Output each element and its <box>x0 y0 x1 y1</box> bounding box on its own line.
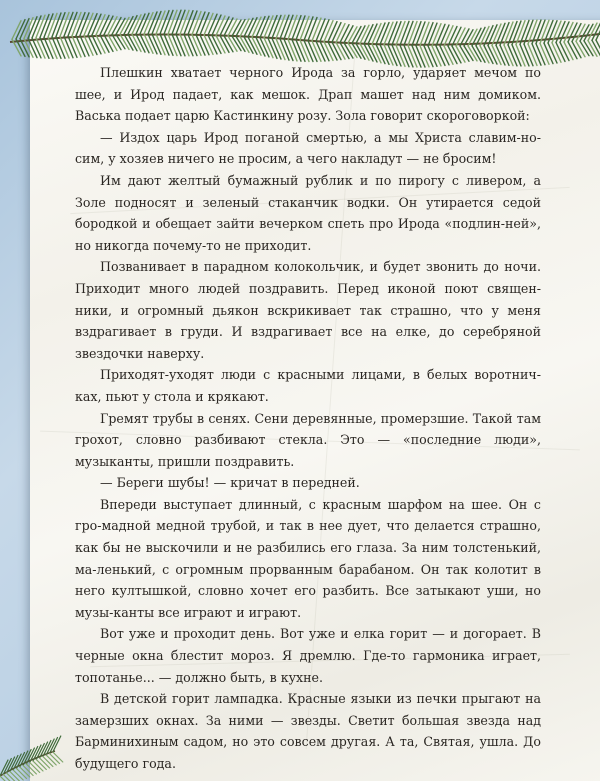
pine-needle <box>288 15 297 39</box>
pine-needle <box>216 35 225 53</box>
pine-needle <box>336 24 345 43</box>
pine-needle <box>64 12 73 36</box>
pine-needle <box>26 764 36 774</box>
pine-needle <box>328 22 337 42</box>
pine-needle <box>192 11 201 34</box>
pine-needle <box>348 27 357 43</box>
pine-needle <box>400 21 409 45</box>
pine-needle <box>556 21 565 42</box>
pine-needle <box>460 46 469 61</box>
pine-needle <box>33 761 43 771</box>
pine-needle <box>30 763 40 773</box>
pine-needle <box>548 43 557 63</box>
pine-needle <box>60 12 69 36</box>
pine-needle <box>420 22 429 45</box>
pine-needle <box>100 15 109 34</box>
pine-needle <box>220 36 229 53</box>
pine-needle <box>572 42 581 58</box>
pine-needle <box>444 26 453 46</box>
pine-needle <box>44 37 53 58</box>
pine-needle <box>60 36 69 58</box>
pine-needle <box>92 14 101 35</box>
pine-needle <box>560 22 569 42</box>
paragraph: Позванивает в парадном колокольчик, и будет звонить до ночи. Приходит много людей поздравить. Перед иконой поют священ-ники, и огромный дьякон вскрикивает так страшно, что у меня вздрагивает в груди. И вздрагивает все на елке, до серебряной звездочки наверху. <box>75 259 541 361</box>
pine-needle <box>36 38 45 58</box>
pine-needle <box>56 37 65 59</box>
pine-needle <box>412 22 421 46</box>
paragraph: — Издох царь Ирод поганой смертью, а мы Христа славим-но-сим, у хозяев ничего не просим, а чего накладут — не бросим! <box>75 129 541 167</box>
pine-needle <box>92 35 101 54</box>
pine-needle <box>340 25 349 43</box>
pine-needle <box>568 23 577 42</box>
pine-needle <box>220 17 229 36</box>
pine-needle <box>188 11 197 34</box>
pine-needle <box>104 16 113 35</box>
pine-needle <box>176 34 185 56</box>
pine-needle <box>552 43 561 63</box>
pine-needle <box>84 35 93 55</box>
pine-needle <box>88 14 97 36</box>
pine-needle <box>300 16 309 40</box>
pine-needle <box>456 46 465 62</box>
pine-needle <box>580 41 589 56</box>
pine-needle <box>196 35 205 55</box>
pine-needle <box>292 16 301 40</box>
pine-needle <box>396 21 405 45</box>
pine-needle <box>192 35 201 56</box>
pine-needle <box>316 41 325 61</box>
pine-needle <box>544 43 553 63</box>
pine-needle <box>50 754 60 764</box>
pine-needle <box>316 19 325 41</box>
pine-needle <box>320 20 329 42</box>
pine-needle <box>280 15 289 39</box>
pine-needle <box>296 16 305 40</box>
pine-needle <box>168 34 177 55</box>
paragraph: В детской горит лампадка. Красные языки из печки прыгают на замерзших окнах. За ними — звезды. Светит большая звезда над Барминихиным садом, но это совсем другая. А та, Святая, ушла. До будущего года. <box>75 691 541 771</box>
pine-needle <box>23 766 33 776</box>
pine-needle <box>180 10 189 34</box>
pine-needle <box>72 12 81 35</box>
pine-needle <box>308 41 317 62</box>
pine-needle <box>388 22 397 45</box>
paragraph: Вот уже и проходит день. Вот уже и елка горит — и догорает. В черные окна блестит мороз. Я дремлю. Где-то гармоника играет, топотанье... — должно быть, в кухне. <box>75 626 541 685</box>
pine-needle <box>40 758 50 768</box>
pine-needle <box>53 752 63 762</box>
pine-needle <box>432 24 441 46</box>
pine-needle <box>540 43 549 64</box>
pine-needle <box>404 21 413 45</box>
pine-needle <box>448 46 457 64</box>
pine-needle <box>108 17 117 35</box>
pine-needle <box>284 15 293 39</box>
pine-needle <box>76 36 85 57</box>
pine-needle <box>112 18 121 35</box>
pine-needle <box>268 16 277 39</box>
pine-needle <box>184 34 193 55</box>
pine-needle <box>308 17 317 40</box>
pine-needle <box>224 18 233 36</box>
pine-needle <box>80 36 89 56</box>
pine-needle <box>43 757 53 767</box>
pine-needle <box>564 42 573 60</box>
pine-needle <box>208 14 217 35</box>
pine-needle <box>568 42 577 59</box>
pine-needle <box>13 770 23 780</box>
pine-needle <box>212 35 221 53</box>
pine-needle <box>312 41 321 61</box>
pine-needle <box>440 25 449 46</box>
pine-needle <box>428 23 437 46</box>
pine-needle <box>560 42 569 60</box>
story-text <box>75 62 541 775</box>
pine-needle <box>452 27 461 46</box>
pine-needle <box>52 37 61 59</box>
pine-needle <box>40 38 49 59</box>
pine-needle <box>200 35 209 55</box>
pine-needle <box>344 26 353 43</box>
pine-needle <box>172 10 181 34</box>
paragraph: Плешкин хватает черного Ирода за горло, ударяет мечом по шее, и Ирод падает, как мешок. Драп машет над ним домиком. Васька подает царю Кастинкину розу. Зола говорит скороговоркой: <box>75 65 541 124</box>
pine-needle <box>68 12 77 36</box>
paragraph: Впереди выступает длинный, с красным шарфом на шее. Он с гро-мадной медной трубой, и так в нее дует, что делается страшно, как бы не выскочили и не разбились его глаза. За ним толстенький, ма-ленький, с огромным прорванным барабаном. Он так колотит в него култышкой, словно хочет его разбить. Все затыкают уши, но музы-канты все играют и играют. <box>75 496 541 620</box>
pine-needle <box>184 11 193 35</box>
paragraph: Приходят-уходят люди с красными лицами, в белых воротнич-ках, пьют у стола и крякают. <box>75 367 541 404</box>
pine-needle <box>208 35 217 54</box>
pine-needle <box>84 13 93 35</box>
pine-needle <box>304 17 313 40</box>
pine-needle <box>452 46 461 63</box>
pine-needle <box>228 19 237 36</box>
paragraph: Им дают желтый бумажный рублик и по пирогу с ливером, а Золе подносят и зеленый стаканчик водки. Он утирается седой бородкой и обещает зайти вечерком спеть про Ирода «подлин-ней», но никогда почему-то не приходит. <box>75 172 541 253</box>
pine-needle <box>188 34 197 55</box>
pine-needle <box>204 13 213 35</box>
pine-needle <box>100 35 109 52</box>
pine-needle <box>272 15 281 38</box>
pine-needle <box>416 22 425 46</box>
pine-needle <box>164 10 173 34</box>
pine-needle <box>408 21 417 45</box>
pine-needle <box>168 10 177 34</box>
pine-needle <box>36 760 46 770</box>
pine-needle <box>96 35 105 53</box>
pine-needle <box>20 767 30 777</box>
pine-needle <box>564 22 573 42</box>
pine-needle <box>172 34 181 56</box>
pine-needle <box>10 772 20 781</box>
pine-needle <box>180 34 189 56</box>
pine-needle <box>76 13 85 36</box>
pine-needle <box>96 15 105 35</box>
pine-needle <box>68 36 77 57</box>
pine-needle <box>17 769 27 779</box>
pine-needle <box>72 36 81 57</box>
pine-needle <box>212 15 221 35</box>
pine-needle <box>576 41 585 56</box>
pine-needle <box>104 35 113 52</box>
pine-needle <box>324 21 333 42</box>
pine-needle <box>424 23 433 46</box>
pine-needle <box>436 24 445 46</box>
pine-needle <box>196 12 205 35</box>
pine-needle <box>64 36 73 58</box>
pine-needle <box>216 16 225 35</box>
pine-needle <box>556 43 565 62</box>
pine-needle <box>88 35 97 54</box>
pine-needle <box>276 15 285 38</box>
pine-branch-corner <box>0 681 70 781</box>
pine-needle <box>448 26 457 46</box>
pine-needle <box>112 34 121 49</box>
pine-needle <box>48 37 57 58</box>
pine-needle <box>176 10 185 34</box>
paragraph: — Береги шубы! — кричат в передней. <box>100 475 360 491</box>
paragraph: Гремят трубы в сенях. Сени деревянные, промерзшие. Такой там грохот, словно разбивают стекла. Это — «последние люди», музыканты, пришли поздравить. <box>75 410 541 469</box>
pine-needle <box>204 35 213 54</box>
pine-needle <box>392 22 401 45</box>
pine-needle <box>332 23 341 42</box>
pine-needle <box>80 13 89 36</box>
pine-needle <box>108 35 117 51</box>
pine-needle <box>200 13 209 35</box>
pine-needle <box>46 755 56 765</box>
pine-needle <box>312 18 321 41</box>
